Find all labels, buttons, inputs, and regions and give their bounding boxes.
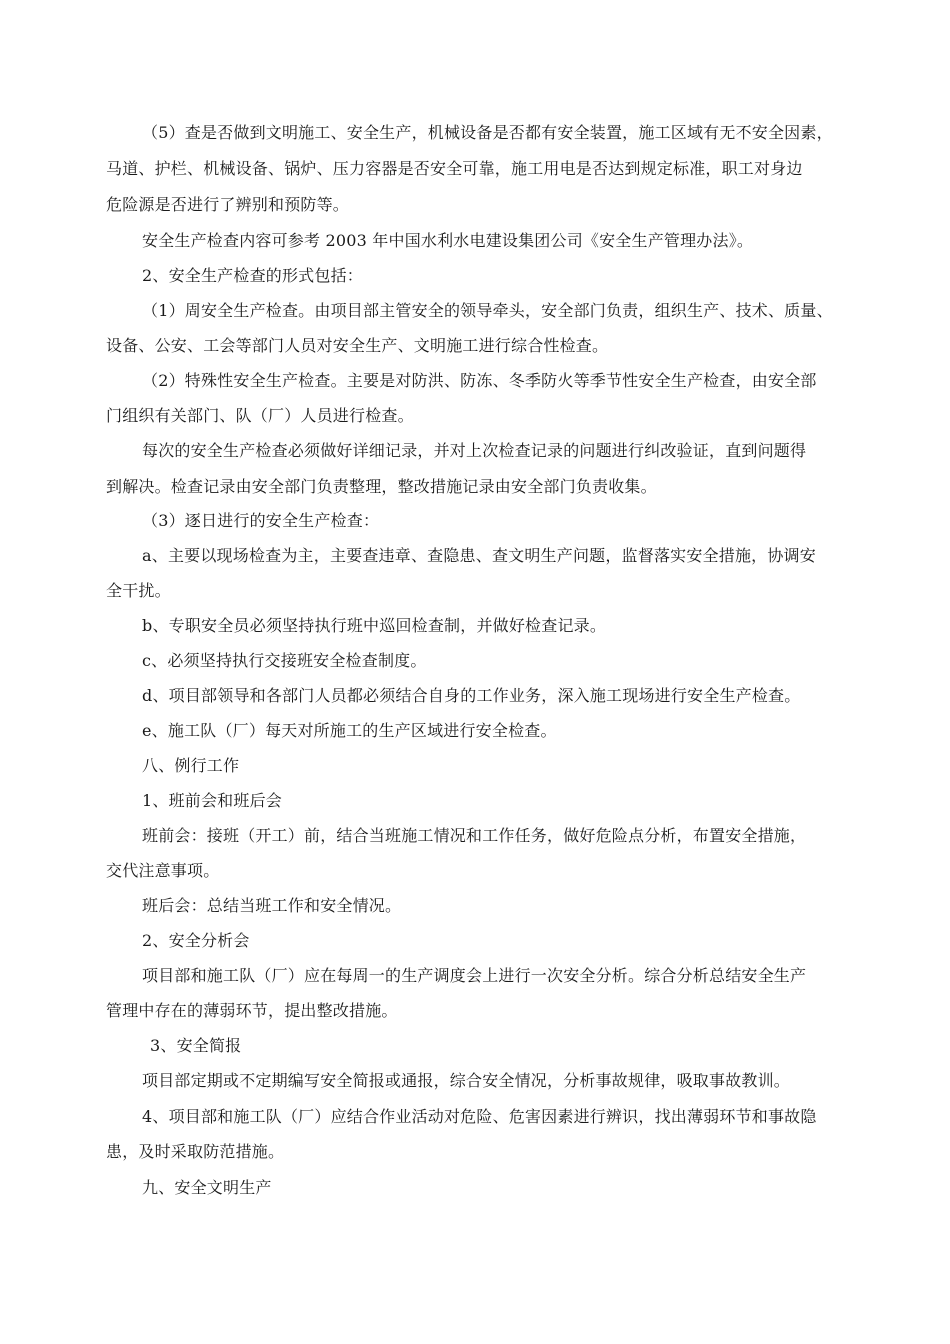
text-line: c、必须坚持执行交接班安全检查制度。 xyxy=(142,651,427,670)
text-line: （2）特殊性安全生产检查。主要是对防洪、防冻、冬季防火等季节性安全生产检查，由安全部 xyxy=(142,371,817,390)
text-line: a、主要以现场检查为主，主要查违章、查隐患、查文明生产问题，监督落实安全措施，协调安 xyxy=(142,546,816,565)
section-heading: 八、例行工作 xyxy=(142,756,240,775)
text-line: 安全生产检查内容可参考 2003 年中国水利水电建设集团公司《安全生产管理办法》。 xyxy=(142,231,754,250)
text-line: 患，及时采取防范措施。 xyxy=(106,1142,285,1161)
text-line: 2、安全生产检查的形式包括： xyxy=(142,266,363,285)
subsection-heading: 1、班前会和班后会 xyxy=(142,791,282,810)
text-line: 班后会：总结当班工作和安全情况。 xyxy=(142,896,402,915)
text-line: d、项目部领导和各部门人员都必须结合自身的工作业务，深入施工现场进行安全生产检查。 xyxy=(142,686,801,705)
text-line: 班前会：接班（开工）前，结合当班施工情况和工作任务，做好危险点分析，布置安全措施， xyxy=(142,826,807,845)
text-line: 马道、护栏、机械设备、锅炉、压力容器是否安全可靠，施工用电是否达到规定标准，职工对身边 xyxy=(106,159,803,178)
text-line: e、施工队（厂）每天对所施工的生产区域进行安全检查。 xyxy=(142,721,557,740)
text-line: 门组织有关部门、队（厂）人员进行检查。 xyxy=(106,406,414,425)
text-line: b、专职安全员必须坚持执行班中巡回检查制，并做好检查记录。 xyxy=(142,616,607,635)
subsection-heading: 2、安全分析会 xyxy=(142,931,250,950)
text-line: （1）周安全生产检查。由项目部主管安全的领导牵头，安全部门负责，组织生产、技术、质量、 xyxy=(142,301,833,320)
text-line: 交代注意事项。 xyxy=(106,861,220,880)
text-line: 每次的安全生产检查必须做好详细记录，并对上次检查记录的问题进行纠改验证，直到问题得 xyxy=(142,441,807,460)
text-line: 全干扰。 xyxy=(106,581,171,600)
text-line: 项目部和施工队（厂）应在每周一的生产调度会上进行一次安全分析。综合分析总结安全生产 xyxy=(142,966,807,985)
text-line: （3）逐日进行的安全生产检查： xyxy=(142,511,380,530)
text-line: （5）查是否做到文明施工、安全生产，机械设备是否都有安全装置，施工区域有无不安全因素， xyxy=(142,123,833,142)
text-line: 危险源是否进行了辨别和预防等。 xyxy=(106,195,350,214)
text-line: 4、项目部和施工队（厂）应结合作业活动对危险、危害因素进行辨识，找出薄弱环节和事故隐 xyxy=(142,1107,817,1126)
text-line: 到解决。检查记录由安全部门负责整理，整改措施记录由安全部门负责收集。 xyxy=(106,477,657,496)
text-line: 管理中存在的薄弱环节，提出整改措施。 xyxy=(106,1001,398,1020)
section-heading: 九、安全文明生产 xyxy=(142,1178,272,1197)
text-line: 项目部定期或不定期编写安全简报或通报，综合安全情况，分析事故规律，吸取事故教训。 xyxy=(142,1071,791,1090)
subsection-heading: 3、安全简报 xyxy=(150,1036,242,1055)
text-line: 设备、公安、工会等部门人员对安全生产、文明施工进行综合性检查。 xyxy=(106,336,609,355)
